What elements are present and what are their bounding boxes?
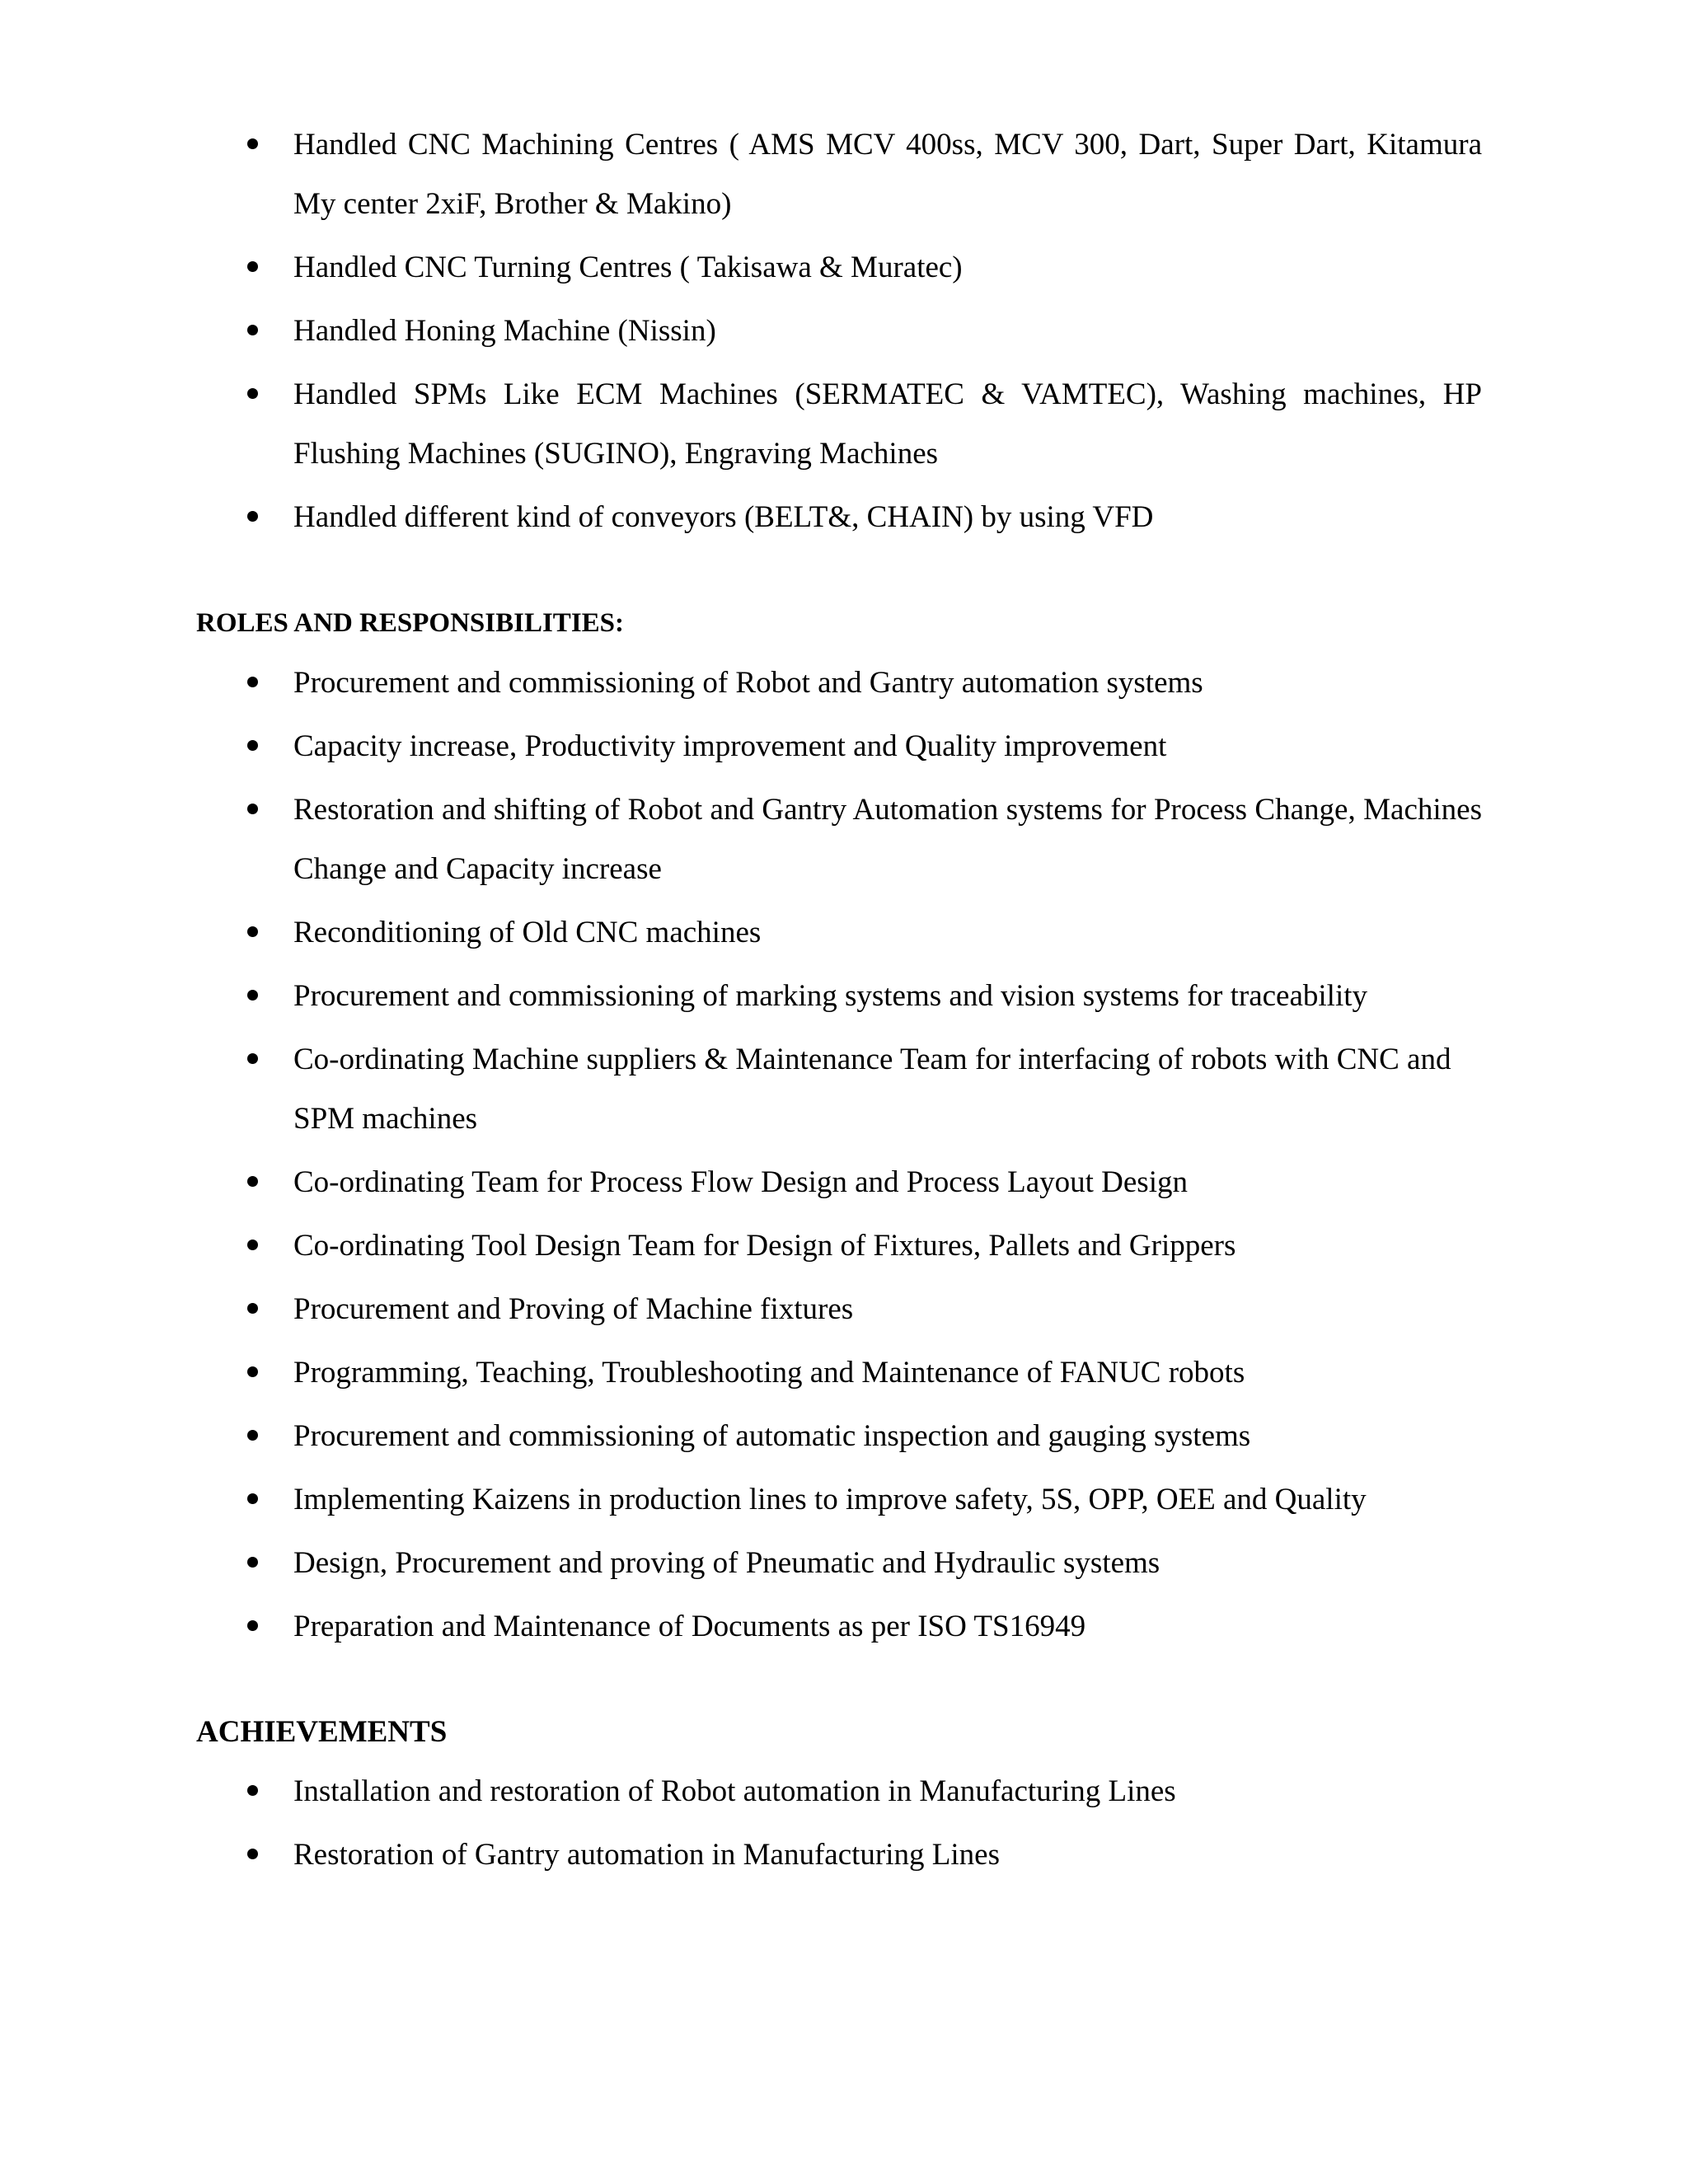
list-item-text: Programming, Teaching, Troubleshooting and Maintenance of FANUC robots [293, 1356, 1245, 1390]
bullet-icon [247, 1240, 258, 1250]
list-item [196, 1407, 1482, 1466]
bullet-icon [247, 1176, 258, 1187]
list-item [196, 780, 1482, 899]
achievements-list [196, 1762, 1482, 1889]
list-item [196, 967, 1482, 1026]
bullet-icon [247, 261, 258, 272]
bullet-icon [247, 740, 258, 751]
list-item [196, 1470, 1482, 1530]
bullet-icon [247, 138, 258, 149]
list-item [196, 115, 1482, 234]
list-item-text: Handled CNC Machining Centres ( AMS MCV 400ss, MCV 300, Dart, Super Dart, Kitamura My center 2xiF, Brother & Makino) [293, 128, 1482, 221]
list-item-text: Co-ordinating Machine suppliers & Maintenance Team for interfacing of robots with CNC and SPM machines [293, 1043, 1451, 1136]
bullet-icon [247, 926, 258, 937]
list-item [196, 1030, 1482, 1149]
achievements-heading: ACHIEVEMENTS [196, 1715, 448, 1749]
list-item-text: Restoration and shifting of Robot and Gantry Automation systems for Process Change, Machines Change and Capacity increase [293, 793, 1482, 886]
list-item [196, 717, 1482, 776]
roles-list [196, 654, 1482, 1661]
list-item [196, 1534, 1482, 1593]
list-item-text: Handled CNC Turning Centres ( Takisawa & Muratec) [293, 251, 963, 284]
bullet-icon [247, 1785, 258, 1796]
list-item-text: Handled different kind of conveyors (BELT&, CHAIN) by using VFD [293, 500, 1154, 534]
list-item-text: Restoration of Gantry automation in Manufacturing Lines [293, 1838, 1000, 1872]
bullet-icon [247, 388, 258, 399]
bullet-icon [247, 1620, 258, 1631]
list-item [196, 365, 1482, 484]
list-item [196, 1597, 1482, 1657]
list-item-text: Capacity increase, Productivity improvement and Quality improvement [293, 729, 1167, 763]
list-item-text: Installation and restoration of Robot automation in Manufacturing Lines [293, 1774, 1176, 1808]
bullet-icon [247, 677, 258, 687]
list-item [196, 302, 1482, 361]
list-item [196, 1280, 1482, 1339]
bullet-icon [247, 1557, 258, 1568]
list-item [196, 488, 1482, 547]
list-item-text: Preparation and Maintenance of Documents as per ISO TS16949 [293, 1610, 1086, 1643]
bullet-icon [247, 990, 258, 1001]
bullet-icon [247, 1849, 258, 1859]
list-item-text: Procurement and commissioning of Robot and Gantry automation systems [293, 666, 1203, 700]
list-item [196, 1343, 1482, 1403]
bullet-icon [247, 325, 258, 335]
bullet-icon [247, 1303, 258, 1314]
list-item-text: Co-ordinating Team for Process Flow Design and Process Layout Design [293, 1165, 1188, 1199]
bullet-icon [247, 511, 258, 522]
bullet-icon [247, 1053, 258, 1064]
bullet-icon [247, 804, 258, 814]
list-item-text: Reconditioning of Old CNC machines [293, 916, 762, 949]
bullet-icon [247, 1493, 258, 1504]
list-item-text: Handled SPMs Like ECM Machines (SERMATEC & VAMTEC), Washing machines, HP Flushing Machines (SUGINO), Engraving Machines [293, 377, 1482, 471]
list-item-text: Co-ordinating Tool Design Team for Design of Fixtures, Pallets and Grippers [293, 1229, 1236, 1263]
list-item-text: Procurement and Proving of Machine fixtures [293, 1292, 854, 1326]
list-item-text: Handled Honing Machine (Nissin) [293, 314, 716, 348]
list-item [196, 238, 1482, 298]
list-item [196, 1216, 1482, 1276]
bullet-icon [247, 1366, 258, 1377]
list-item [196, 903, 1482, 963]
list-item-text: Procurement and commissioning of marking systems and vision systems for traceability [293, 979, 1368, 1013]
list-item [196, 1825, 1482, 1885]
bullet-icon [247, 1430, 258, 1441]
list-item [196, 654, 1482, 713]
list-item-text: Design, Procurement and proving of Pneumatic and Hydraulic systems [293, 1546, 1160, 1580]
list-item-text: Procurement and commissioning of automatic inspection and gauging systems [293, 1419, 1251, 1453]
list-item [196, 1153, 1482, 1212]
machines-handled-list [196, 115, 1482, 551]
roles-heading: ROLES AND RESPONSIBILITIES: [196, 608, 625, 638]
list-item-text: Implementing Kaizens in production lines to improve safety, 5S, OPP, OEE and Quality [293, 1483, 1367, 1516]
list-item [196, 1762, 1482, 1821]
